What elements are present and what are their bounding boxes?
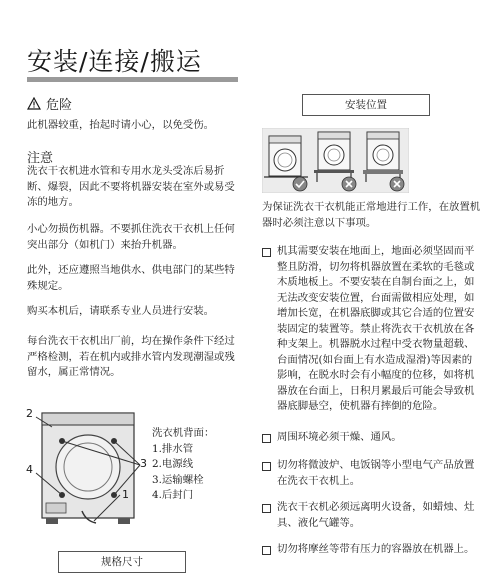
callout-2: 2	[26, 407, 33, 420]
note-heading: 注意	[27, 151, 54, 166]
danger-text: 此机器较重，抬起时请小心，以免受伤。	[27, 119, 215, 131]
list-item	[262, 500, 482, 531]
install-intro: 为保证洗衣干衣机能正常地进行工作，在放置机器时必须注意以下事项。	[262, 201, 481, 229]
cross-icon	[390, 177, 404, 191]
spec-dimensions-label: 规格尺寸	[58, 551, 186, 573]
checkbox-bullet-icon	[262, 248, 271, 257]
legend-item: 1.排水管	[152, 442, 194, 455]
checkbox-bullet-icon	[262, 504, 271, 513]
list-item	[262, 542, 482, 558]
note-paragraph-2: 小心勿损伤机器。不要抓住洗衣干衣机上任何突出部分（如机门）来抬升机器。	[27, 223, 235, 251]
bullet-text: 切勿将微波炉、电饭锅等小型电气产品放置在洗衣干衣机上。	[277, 459, 475, 487]
bullet-text: 周围环境必须干燥、通风。	[277, 431, 402, 443]
callout-4: 4	[26, 463, 33, 476]
title-underline	[27, 77, 238, 82]
install-position-illustration	[262, 128, 409, 193]
note-paragraph-1: 洗衣干衣机进水管和专用水龙头受冻后易折断、爆裂，因此不要将机器安装在室外或易受冻的地方。	[27, 165, 235, 208]
back-legend	[152, 426, 214, 504]
cross-icon	[342, 177, 356, 191]
install-position-label: 安装位置	[302, 94, 430, 116]
check-icon	[293, 177, 307, 191]
page-title: 安装/连接/搬运	[27, 47, 202, 76]
note-paragraph-4: 购买本机后，请联系专业人员进行安装。	[27, 305, 215, 317]
bullet-text: 洗衣干衣机必须远离明火设备，如蜡烛、灶具、液化气罐等。	[277, 501, 475, 529]
legend-item: 4.后封门	[152, 489, 194, 501]
note-paragraph-5: 每台洗衣干衣机出厂前，均在操作条件下经过严格检测，若在机内或排水管内发现潮湿或残留水，属正常情况。	[27, 335, 235, 378]
legend-title: 洗衣机背面：	[152, 427, 215, 439]
bullet-text: 机其需要安装在地面上，地面必须坚固而平整且防滑，切勿将机器放置在柔软的毛毯或木质地板上。不要安装在自制台面之上，如无法改变安装位置，台面需做相应处理，如增加长宽，在机器底脚或其它合适的位置安装固定的装置等。禁止将洗衣干衣机放在各种支架上。机器脱水过程中受衣物量超载、台面情况(如台面上有水造成湿滑)等因素的影响，在脱水时会有小幅度的位移，如将机器放在台面上，日积月累最后可能会导致机器底脚悬空，使机器有摔倒的危险。	[277, 245, 475, 412]
danger-heading	[27, 94, 72, 113]
legend-item: 3.运输螺栓	[152, 473, 204, 486]
list-item	[262, 244, 482, 415]
washer-back-diagram	[22, 405, 154, 530]
checkbox-bullet-icon	[262, 462, 271, 471]
callout-1: 1	[122, 488, 129, 501]
install-bullets	[262, 244, 482, 564]
checkbox-bullet-icon	[262, 546, 271, 555]
note-paragraph-3: 此外，还应遵照当地供水、供电部门的某些特殊规定。	[27, 264, 235, 292]
checkbox-bullet-icon	[262, 434, 271, 443]
danger-label: 危险	[46, 98, 73, 113]
warning-triangle-icon	[27, 97, 41, 110]
callout-3: 3	[140, 457, 147, 470]
list-item	[262, 430, 482, 446]
list-item	[262, 458, 482, 489]
legend-item: 2.电源线	[152, 458, 194, 470]
bullet-text: 切勿将摩丝等带有压力的容器放在机器上。	[277, 543, 475, 555]
